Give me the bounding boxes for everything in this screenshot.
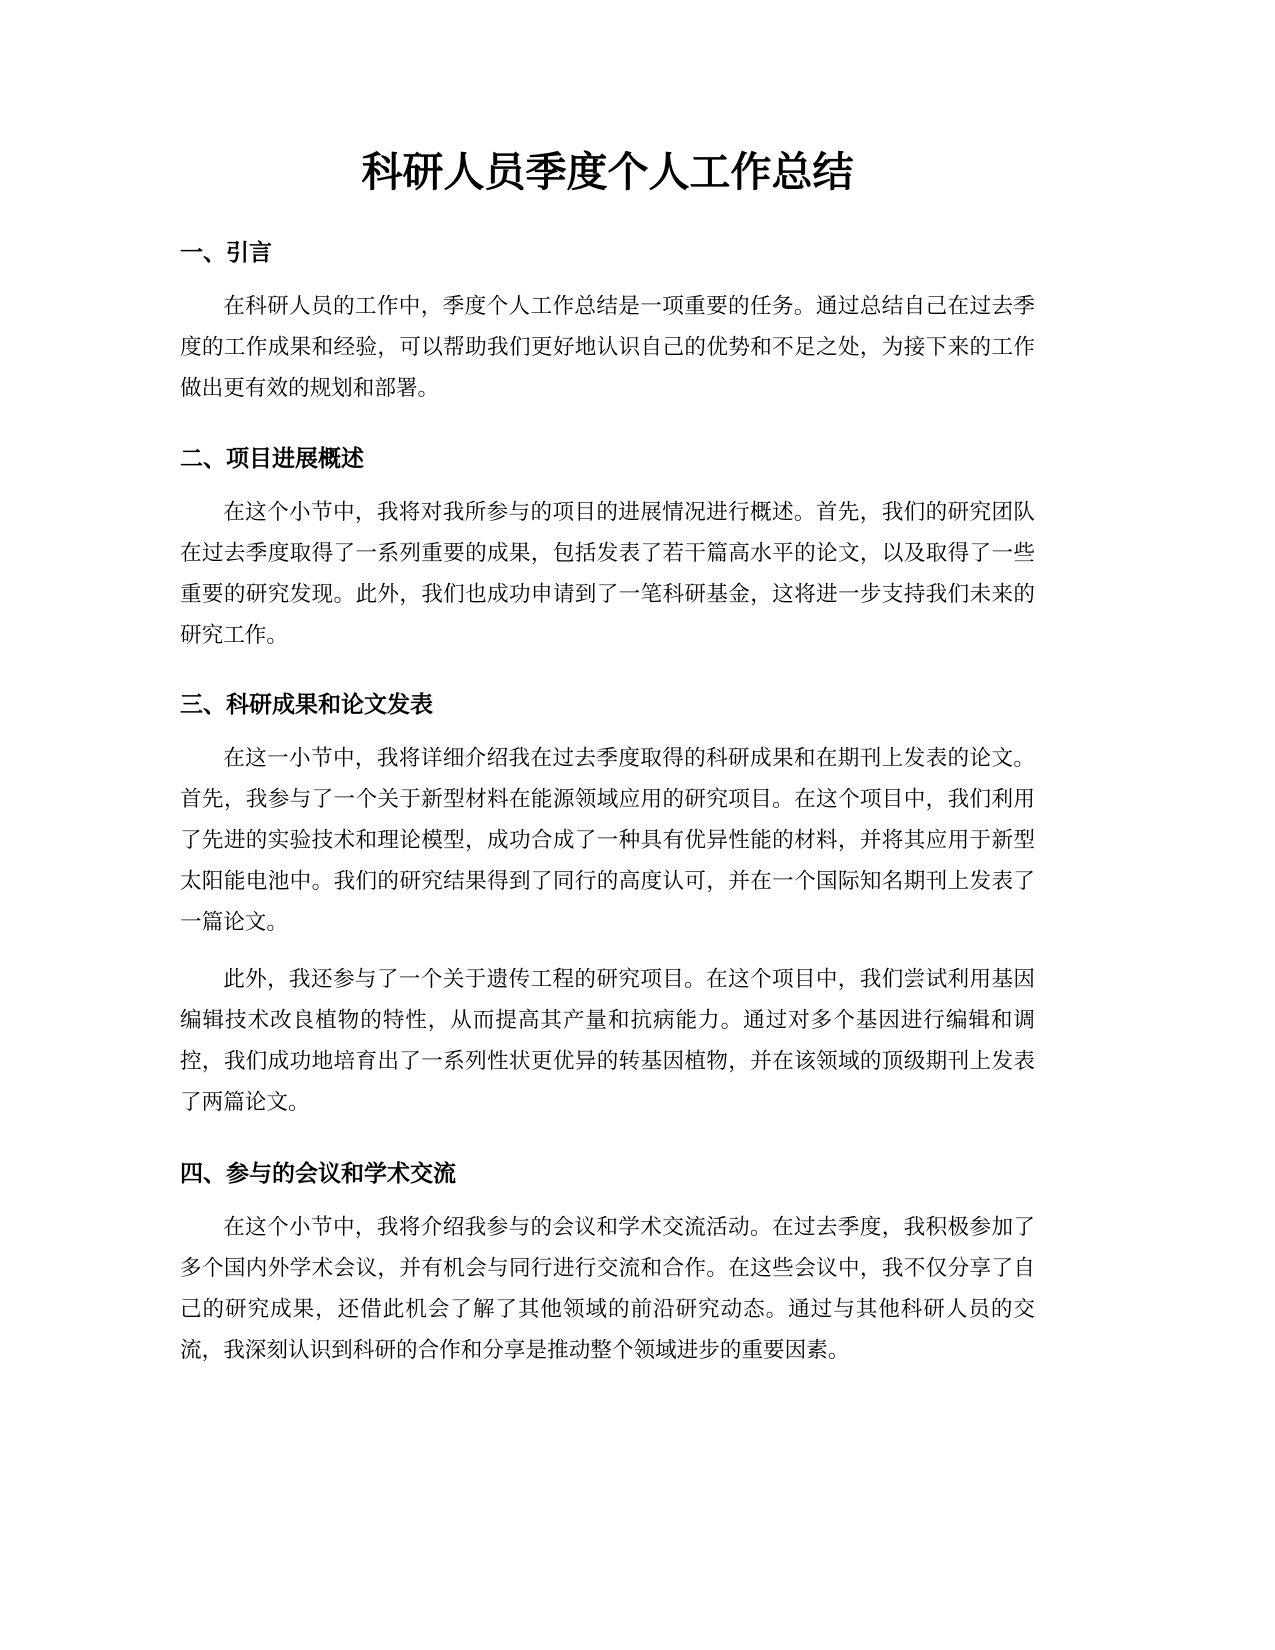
document-title: 科研人员季度个人工作总结	[361, 148, 854, 196]
section-paragraph: 在这一小节中，我将详细介绍我在过去季度取得的科研成果和在期刊上发表的论文。首先，我参与了一个关于新型材料在能源领域应用的研究项目。在这个项目中，我们利用了先进的实验技术和理论模型，成功合成了一种具有优异性能的材料，并将其应用于新型太阳能电池中。我们的研究结果得到了同行的高度认可，并在一个国际知名期刊上发表了一篇论文。	[180, 746, 1035, 935]
section-paragraph: 在科研人员的工作中，季度个人工作总结是一项重要的任务。通过总结自己在过去季度的工作成果和经验，可以帮助我们更好地认识自己的优势和不足之处，为接下来的工作做出更有效的规划和部署。	[180, 294, 1035, 401]
section-heading: 一、引言	[180, 240, 272, 266]
section-conferences	[180, 1157, 1035, 1371]
section-paragraph: 在这个小节中，我将介绍我参与的会议和学术交流活动。在过去季度，我积极参加了多个国内外学术会议，并有机会与同行进行交流和合作。在这些会议中，我不仅分享了自己的研究成果，还借此机会了解了其他领域的前沿研究动态。通过与其他科研人员的交流，我深刻认识到科研的合作和分享是推动整个领域进步的重要因素。	[180, 1215, 1035, 1363]
section-heading: 三、科研成果和论文发表	[180, 692, 433, 718]
section-heading: 二、项目进展概述	[180, 446, 364, 472]
section-heading: 四、参与的会议和学术交流	[180, 1161, 456, 1187]
section-introduction	[180, 236, 1035, 409]
section-paragraph: 在这个小节中，我将对我所参与的项目的进展情况进行概述。首先，我们的研究团队在过去季度取得了一系列重要的成果，包括发表了若干篇高水平的论文，以及取得了一些重要的研究发现。此外，我们也成功申请到了一笔科研基金，这将进一步支持我们未来的研究工作。	[180, 500, 1035, 648]
section-research-results	[180, 688, 1035, 1123]
section-paragraph: 此外，我还参与了一个关于遗传工程的研究项目。在这个项目中，我们尝试利用基因编辑技术改良植物的特性，从而提高其产量和抗病能力。通过对多个基因进行编辑和调控，我们成功地培育出了一系列性状更优异的转基因植物，并在该领域的顶级期刊上发表了两篇论文。	[180, 967, 1035, 1115]
section-project-progress	[180, 442, 1035, 656]
